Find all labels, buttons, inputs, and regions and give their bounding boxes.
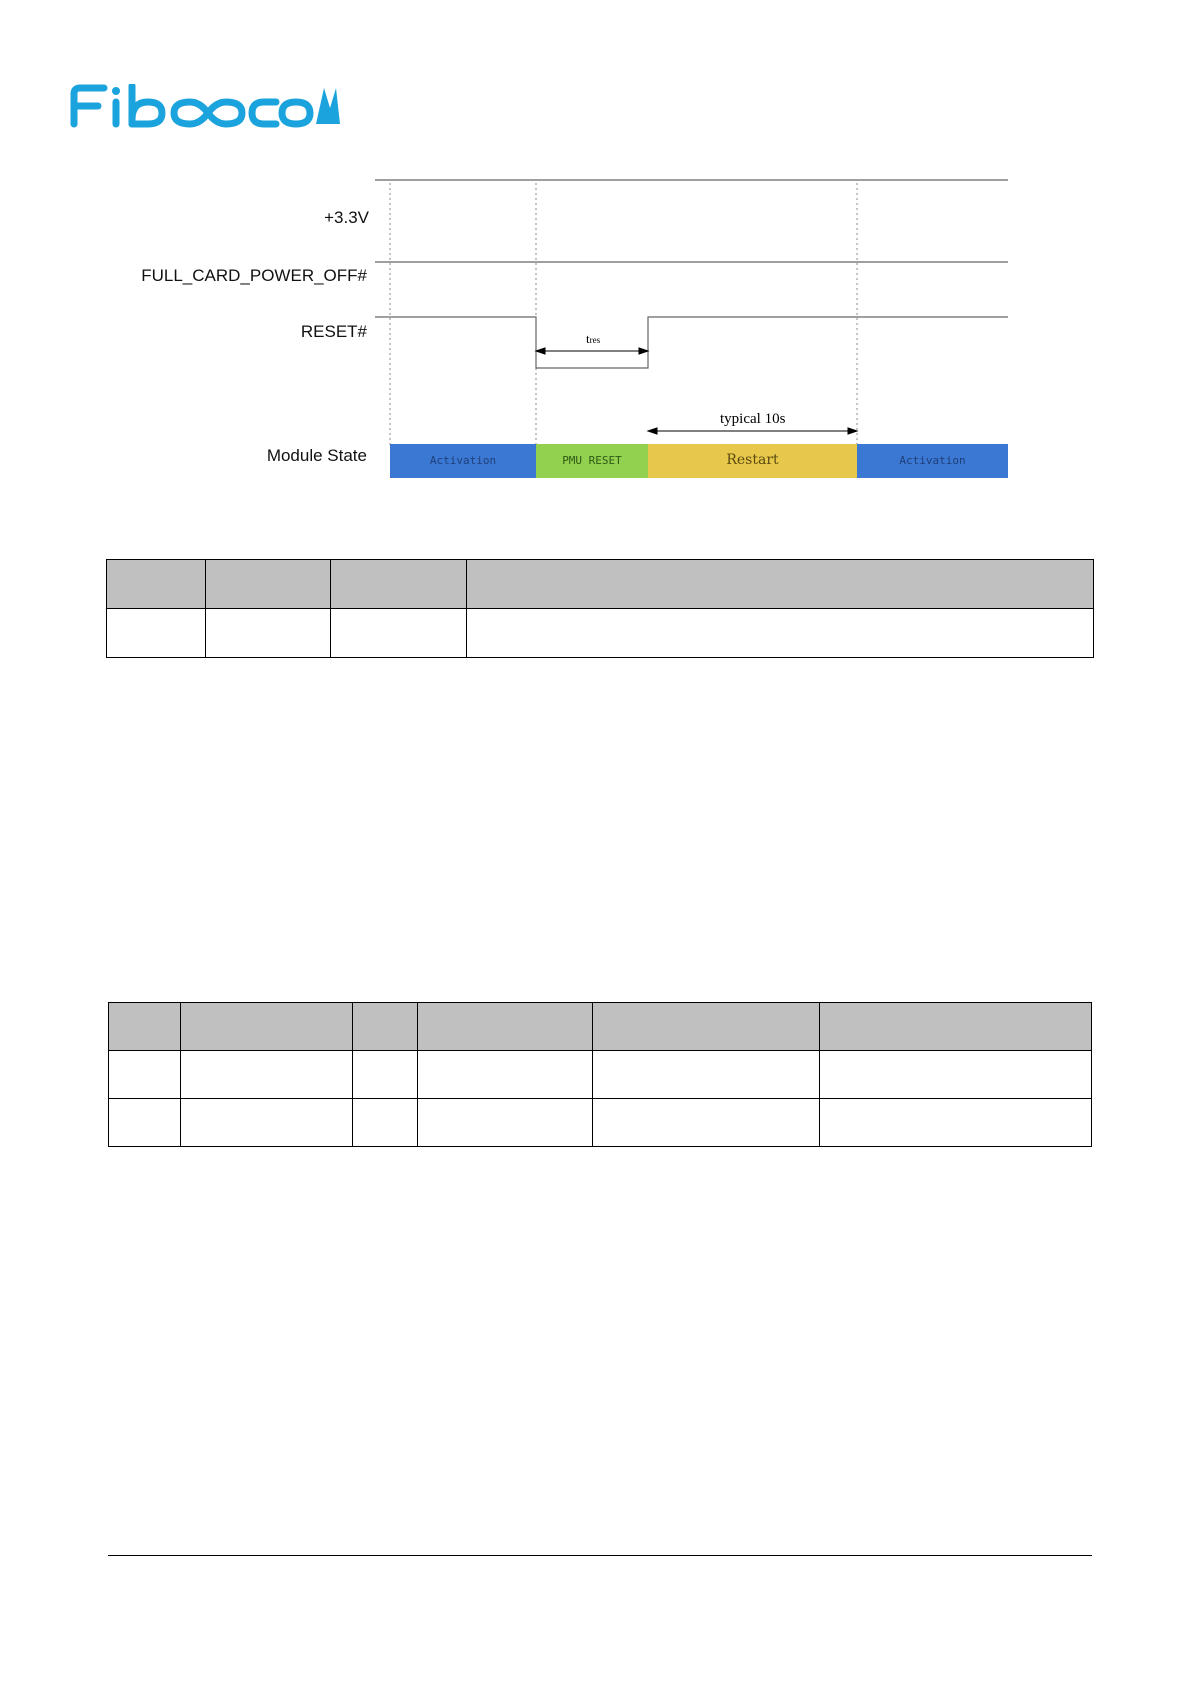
typical-10s-label: typical 10s [720,411,786,427]
table-2-cell [353,1099,418,1147]
table-2-row [109,1099,1092,1147]
table-2-cell [109,1099,181,1147]
table-2-header-cell [109,1003,181,1051]
table-1-header-row [107,560,1094,609]
table-2-cell [181,1051,353,1099]
t-res-label: tres [586,331,601,346]
t-res-arrow [536,348,648,354]
footer-divider [108,1555,1092,1556]
table-2 [108,1002,1092,1147]
table-2-cell [820,1099,1092,1147]
state-label-activation-2: Activation [899,454,966,467]
table-2-cell [418,1051,593,1099]
table-1-header-cell [107,560,206,609]
table-2-cell [109,1051,181,1099]
state-label-restart: Restart [726,452,779,468]
table-2-header-row [109,1003,1092,1051]
reset-timing-diagram [0,0,1191,500]
table-2-cell [593,1099,820,1147]
table-2-cell [593,1051,820,1099]
state-label-pmu-reset: PMU RESET [562,454,622,467]
signal-label-module-state: Module State [266,446,367,465]
table-1-cell [206,609,331,658]
table-1-header-cell [206,560,331,609]
table-2-cell [820,1051,1092,1099]
table-1-header-cell [467,560,1094,609]
table-1-cell [107,609,206,658]
signal-label-full-card-power-off: FULL_CARD_POWER_OFF# [141,266,367,285]
table-1-cell [331,609,467,658]
table-1-cell [467,609,1094,658]
table-1-header-cell [331,560,467,609]
table-1-row [107,609,1094,658]
table-2-header-cell [418,1003,593,1051]
state-label-activation-1: Activation [429,454,497,467]
table-2-row [109,1051,1092,1099]
signal-label-vcc: +3.3V [324,208,369,227]
table-2-cell [181,1099,353,1147]
table-2-header-cell [593,1003,820,1051]
table-2-header-cell [820,1003,1092,1051]
reset-signal-line [375,317,1008,368]
table-1 [106,559,1094,658]
typical-10s-arrow [648,428,857,434]
signal-label-reset: RESET# [300,322,367,341]
table-2-cell [353,1051,418,1099]
table-2-header-cell [181,1003,353,1051]
table-2-header-cell [353,1003,418,1051]
table-2-cell [418,1099,593,1147]
